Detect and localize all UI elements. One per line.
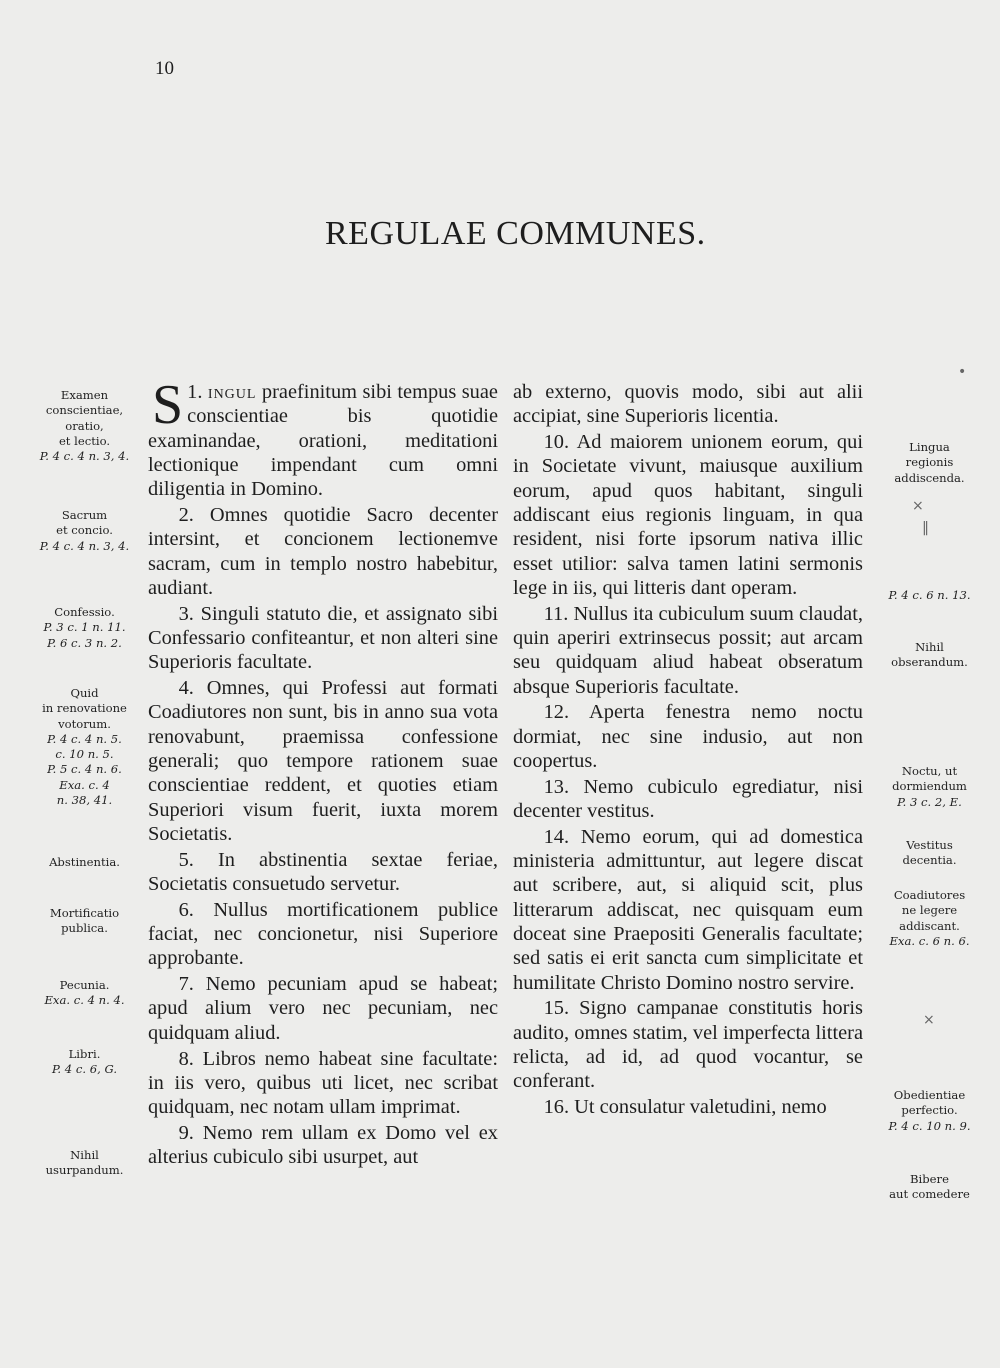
margin-note-reference: P. 4 c. 10 n. 9. xyxy=(888,1118,971,1133)
margin-note xyxy=(22,605,147,651)
margin-note-line: Vestitus xyxy=(906,838,953,852)
margin-note xyxy=(22,1148,147,1179)
margin-note-reference: c. 10 n. 5. xyxy=(55,747,114,762)
margin-note xyxy=(22,1047,147,1078)
margin-note-reference: P. 4 c. 4 n. 3, 4. xyxy=(39,449,130,464)
margin-note-reference: P. 5 c. 4 n. 6. xyxy=(47,762,122,777)
margin-note-line: et concio. xyxy=(56,523,113,538)
pencil-x-mark: × xyxy=(923,1012,935,1028)
margin-note-reference: Exa. c. 4 n. 4. xyxy=(44,993,125,1008)
margin-note-reference: Exa. c. 6 n. 6. xyxy=(889,933,970,948)
rule-number: 1. xyxy=(187,381,203,403)
margin-note-line: Examen xyxy=(60,388,109,402)
margin-note-line: Libri. xyxy=(68,1047,101,1061)
margin-note-line: addiscant. xyxy=(899,918,960,933)
margin-note xyxy=(22,388,147,464)
rule-paragraph: 14. Nemo eorum, qui ad domestica ministeria admittuntur, aut legere discat aut scribere, aut, si aliquid scit, plus litterarum addiscat, nec quisquam eum doceat sine Praepositi Generalis facultate; sed satis ei erit sancta cum simplicitate et humilitate Christo Domino nostro servire. xyxy=(513,825,863,994)
left-text-column xyxy=(148,374,498,1171)
margin-note-reference: P. 3 c. 1 n. 11. xyxy=(43,620,126,635)
rule-paragraph: 15. Signo campanae constitutis horis audito, omnes statim, vel imperfecta littera relicta, ad id, ad quod vocantur, se conferant. xyxy=(513,997,863,1093)
margin-note xyxy=(22,686,147,808)
margin-note-line: conscientiae, xyxy=(45,403,124,418)
margin-note-reference: P. 3 c. 2, E. xyxy=(897,794,962,809)
margin-note-line: Quid xyxy=(70,686,99,700)
margin-note-line: Obedientiae xyxy=(893,1088,966,1102)
margin-note xyxy=(867,588,992,603)
margin-note-line: regionis xyxy=(905,455,954,470)
margin-note xyxy=(22,508,147,554)
margin-note-line: oratio, xyxy=(65,418,104,433)
rule-paragraph: 6. Nullus mortificationem publice faciat, nec concionetur, nisi Superiore approbante. xyxy=(148,898,498,970)
margin-note-reference: P. 4 c. 4 n. 5. xyxy=(47,731,122,746)
rule-paragraph: 11. Nullus ita cubiculum suum claudat, quin aperiri extrinsecus possit; aut arcam seu quidquam aliud habeat obseratum absque Superioris facultate. xyxy=(513,602,863,698)
margin-note-line: Sacrum xyxy=(61,508,108,522)
rule-paragraph: 13. Nemo cubiculo egrediatur, nisi decenter vestitus. xyxy=(513,775,863,823)
rule-paragraph: 16. Ut consulatur valetudini, nemo xyxy=(543,1096,827,1119)
margin-note xyxy=(867,1088,992,1134)
margin-note xyxy=(22,978,147,1009)
rule-paragraph: 12. Aperta fenestra nemo noctu dormiat, nec sine indusio, aut non coopertus. xyxy=(513,701,863,772)
rule-continuation: ab externo, quovis modo, sibi aut alii accipiat, sine Superioris licentia. xyxy=(513,381,863,428)
right-text-column xyxy=(513,380,863,1121)
margin-note-reference: n. 38, 41. xyxy=(56,793,113,808)
stray-dot-mark: • xyxy=(958,364,967,380)
rule-1-paragraph xyxy=(148,374,498,501)
margin-note-line: perfectio. xyxy=(901,1103,958,1118)
margin-note xyxy=(867,838,992,869)
rule-paragraph: 5. In abstinentia sextae feriae, Societatis consuetudo servetur. xyxy=(148,848,498,895)
lead-smallcaps: ingul xyxy=(207,381,257,403)
rule-text: praefinitum sibi tempus suae conscientiae bis quotidie examinandae, orationi, meditationi lectionique impendant cum omni diligentia in Domino. xyxy=(148,381,498,501)
rule-paragraph: 7. Nemo pecuniam apud se habeat; apud alium vero nec pecuniam, nec quidquam aliud. xyxy=(148,973,498,1044)
margin-note xyxy=(867,888,992,949)
margin-note-line: Pecunia. xyxy=(59,978,110,992)
margin-note-line: publica. xyxy=(61,921,108,936)
margin-note-reference: P. 6 c. 3 n. 2. xyxy=(47,635,122,650)
margin-note-line: in renovatione xyxy=(42,701,127,716)
rule-paragraph: 9. Nemo rem ullam ex Domo vel ex alterius cubiculo sibi usurpet, aut xyxy=(148,1121,498,1169)
margin-note-line: usurpandum. xyxy=(45,1163,124,1178)
margin-note xyxy=(22,906,147,937)
margin-note xyxy=(867,440,992,486)
margin-note-line: Abstinentia. xyxy=(49,855,120,869)
margin-note-reference: P. 4 c. 4 n. 3, 4. xyxy=(39,538,130,553)
margin-note-line: obserandum. xyxy=(891,655,968,670)
margin-note-line: decentia. xyxy=(902,853,957,868)
margin-note-reference: P. 4 c. 6 n. 13. xyxy=(888,588,971,602)
pencil-tick-mark: ‖ xyxy=(922,520,929,536)
margin-note-line: addiscenda. xyxy=(894,470,965,485)
margin-note-line: Lingua xyxy=(909,440,950,454)
margin-note-line: dormiendum xyxy=(892,779,967,794)
rule-paragraph: 8. Libros nemo habeat sine facultate: in iis vero, quibus uti licet, nec scribat quidquam, nec notam ullam imprimat. xyxy=(148,1047,498,1119)
page-number: 10 xyxy=(155,58,174,79)
rule-paragraph: 4. Omnes, qui Professi aut formati Coadiutores non sunt, bis in anno sua vota renovabunt, praemissa confessione generali; quo tempore rationem suae conscientiae reddent, et quoties etiam Superiori visum fuerit, iuxta morem Societatis. xyxy=(148,677,498,845)
margin-note-line: Coadiutores xyxy=(893,888,966,902)
rule-paragraph: 3. Singuli statuto die, et assignato sibi Confessario confiteantur, et non alteri sine Superioris facultate. xyxy=(148,602,498,674)
margin-note-line: Noctu, ut xyxy=(901,764,958,778)
rule-paragraph: 10. Ad maiorem unionem eorum, qui in Societate vivunt, maiusque auxilium eorum, apud quos habitant, singuli addiscant eius regionis linguam, in qua resident, nisi forte ipsorum nativa illic esset utilior: salva tamen latini sermonis lege in iis, qui litteris dant operam. xyxy=(513,431,863,599)
margin-note-line: Bibere xyxy=(910,1172,949,1186)
margin-note xyxy=(867,764,992,810)
margin-note-reference: P. 4 c. 6, G. xyxy=(51,1062,118,1077)
margin-note-reference: Exa. c. 4 xyxy=(59,777,110,792)
margin-note-line: Mortificatio xyxy=(49,906,120,920)
margin-note-line: votorum. xyxy=(58,716,111,731)
margin-note-line: et lectio. xyxy=(58,433,111,448)
margin-note-line: Nihil xyxy=(70,1148,99,1162)
margin-note-line: Nihil xyxy=(915,640,944,654)
pencil-x-mark: × xyxy=(912,498,924,514)
margin-note-line: aut comedere xyxy=(889,1187,970,1202)
margin-note-line: Confessio. xyxy=(54,605,115,619)
section-title: REGULAE COMMUNES. xyxy=(325,215,706,252)
margin-note-line: ne legere xyxy=(901,903,958,918)
margin-note xyxy=(867,1172,992,1203)
margin-note xyxy=(22,855,147,870)
drop-cap: S xyxy=(152,374,184,436)
margin-note xyxy=(867,640,992,671)
rule-paragraph: 2. Omnes quotidie Sacro decenter intersint, et concionem lectionemve sacram, cum in templo nostro habebitur, audiant. xyxy=(148,503,498,599)
